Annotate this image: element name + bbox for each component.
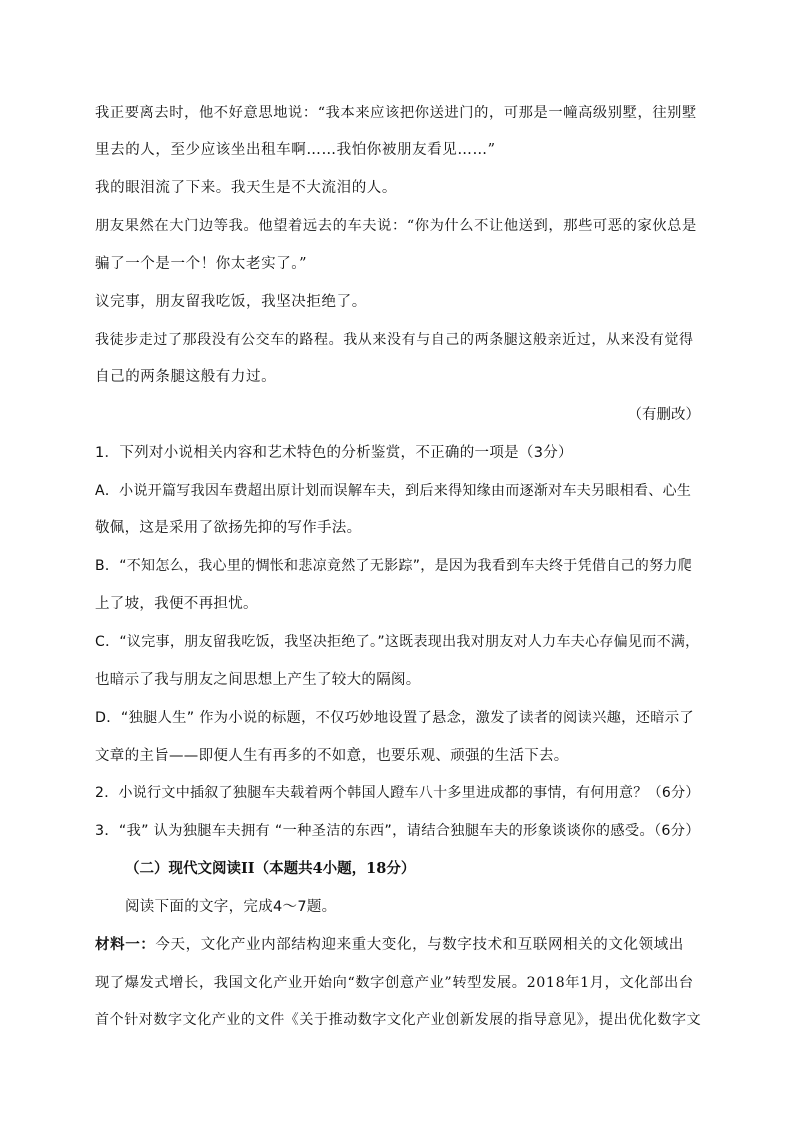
material-line: 首个针对数字文化产业的文件《关于推动数字文化产业创新发展的指导意见》，提出优化数字文 bbox=[95, 1012, 702, 1028]
story-line: 我的眼泪流了下来。我天生是不大流泪的人。 bbox=[95, 180, 397, 196]
question-1-option-b-cont: 上了坡，我便不再担忧。 bbox=[95, 596, 258, 612]
question-1-option-a: A．小说开篇写我因车费超出原计划而误解车夫，到后来得知缘由而逐渐对车夫另眼相看、心生 bbox=[95, 483, 692, 499]
material-line: 现了爆发式增长，我国文化产业开始向“数字创意产业”转型发展。2018年1月，文化部出台 bbox=[95, 975, 694, 991]
story-line: 我正要离去时，他不好意思地说：“我本来应该把你送进门的，可那是一幢高级别墅，往别墅 bbox=[95, 105, 697, 121]
question-1-option-b: B．“不知怎么，我心里的惆怅和悲凉竟然了无影踪”，是因为我看到车夫终于凭借自己的努力爬 bbox=[95, 558, 693, 574]
story-line: 我徒步走过了那段没有公交车的路程。我从来没有与自己的两条腿这般亲近过，从来没有觉得 bbox=[95, 332, 694, 348]
question-1-option-d-cont: 文章的主旨——即便人生有再多的不如意，也要乐观、顽强的生活下去。 bbox=[95, 748, 569, 764]
question-1-option-a-cont: 敬佩，这是采用了欲扬先抑的写作手法。 bbox=[95, 520, 362, 536]
story-line: 里去的人，至少应该坐出租车啊……我怕你被朋友看见……” bbox=[95, 142, 496, 158]
story-line: 议完事，朋友留我吃饭，我坚决拒绝了。 bbox=[95, 294, 367, 310]
question-2: 2．小说行文中插叙了独腿车夫载着两个韩国人蹬车八十多里进成都的事情，有何用意？（6分） bbox=[95, 785, 700, 801]
question-1-option-c: C．“议完事，朋友留我吃饭，我坚决拒绝了。”这既表现出我对朋友对人力车夫心存偏见而不满， bbox=[95, 634, 700, 650]
story-line: 朋友果然在大门边等我。他望着远去的车夫说：“你为什么不让他送到，那些可恶的家伙总是 bbox=[95, 218, 697, 234]
section-2-instruction: 阅读下面的文字，完成4～7题。 bbox=[125, 899, 337, 915]
question-3: 3．“我” 认为独腿车夫拥有 “一种圣洁的东西”，请结合独腿车夫的形象谈谈你的感受。（6分） bbox=[95, 823, 700, 839]
question-1-option-d: D．“独腿人生” 作为小说的标题，不仅巧妙地设置了悬念，激发了读者的阅读兴趣，还暗示了 bbox=[95, 710, 694, 726]
material-line: 材料一：今天，文化产业内部结构迎来重大变化，与数字技术和互联网相关的文化领域出 bbox=[95, 936, 684, 953]
story-line: 骗了一个是一个！你太老实了。” bbox=[95, 256, 308, 272]
story-line: 自己的两条腿这般有力过。 bbox=[95, 369, 277, 385]
question-1-option-c-cont: 也暗示了我与朋友之间思想上产生了较大的隔阂。 bbox=[95, 672, 421, 688]
question-1-stem: 1．下列对小说相关内容和艺术特色的分析鉴赏，不正确的一项是（3分） bbox=[95, 445, 573, 461]
section-2-heading: （二）现代文阅读II（本题共4小题，18分） bbox=[125, 860, 416, 877]
source-note: （有删改） bbox=[627, 407, 700, 423]
